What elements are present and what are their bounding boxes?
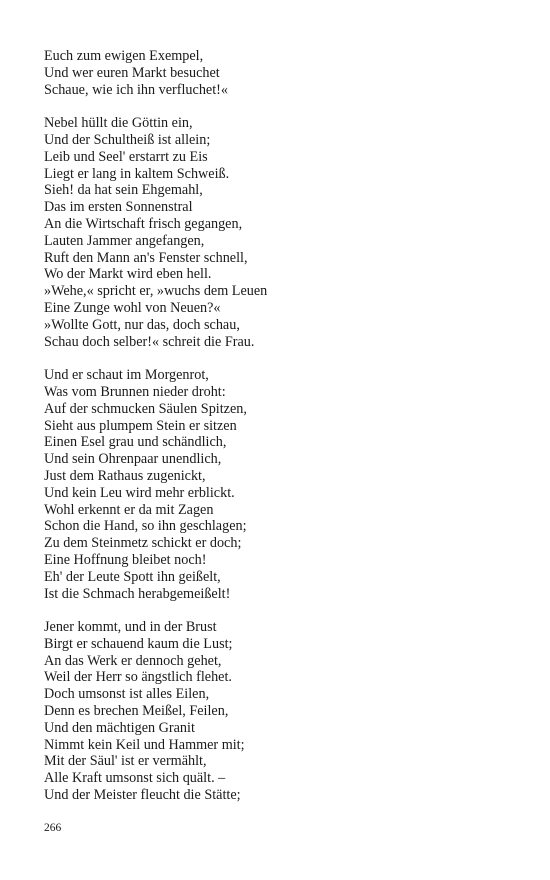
verse-line: Und den mächtigen Granit [44,719,195,736]
verse-line: Eine Zunge wohl von Neuen?« [44,299,221,316]
verse-line: Eh' der Leute Spott ihn geißelt, [44,568,221,585]
verse-line: Ist die Schmach herabgemeißelt! [44,585,231,602]
page-number: 266 [44,822,62,834]
verse-line: Sieht aus plumpem Stein er sitzen [44,417,237,434]
verse-line: Mit der Säul' ist er vermählt, [44,753,207,770]
verse-line: »Wollte Gott, nur das, doch schau, [44,316,240,333]
verse-line: Doch umsonst ist alles Eilen, [44,686,210,703]
verse-line: Schaue, wie ich ihn verfluchet!« [44,81,228,98]
verse-line: Just dem Rathaus zugenickt, [44,467,206,484]
verse-line: Ruft den Mann an's Fenster schnell, [44,249,248,266]
verse-line: Denn es brechen Meißel, Feilen, [44,703,229,720]
verse-line: Lauten Jammer angefangen, [44,232,205,249]
verse-line: Zu dem Steinmetz schickt er doch; [44,535,242,552]
verse-line: Jener kommt, und in der Brust [44,619,217,636]
verse-line: Und sein Ohrenpaar unendlich, [44,451,222,468]
verse-line: An das Werk er dennoch gehet, [44,652,222,669]
verse-line: Was vom Brunnen nieder droht: [44,383,226,400]
verse-line: Wo der Markt wird eben hell. [44,266,212,283]
verse-line: Sieh! da hat sein Ehgemahl, [44,182,203,199]
verse-line: Alle Kraft umsonst sich quält. – [44,770,226,787]
verse-line: Birgt er schauend kaum die Lust; [44,635,233,652]
verse-line: Wohl erkennt er da mit Zagen [44,501,214,518]
verse-line: Das im ersten Sonnenstral [44,199,193,216]
verse-line: Eine Hoffnung bleibet noch! [44,551,207,568]
verse-line: Liegt er lang in kaltem Schweiß. [44,165,230,182]
verse-line: Einen Esel grau und schändlich, [44,434,227,451]
stanza-1 [44,48,514,98]
verse-line: Weil der Herr so ängstlich flehet. [44,669,232,686]
verse-line: Schau doch selber!« schreit die Frau. [44,333,255,350]
verse-line: Und er schaut im Morgenrot, [44,367,209,384]
verse-line: Nebel hüllt die Göttin ein, [44,115,193,132]
stanza-2 [44,115,514,350]
verse-line: Euch zum ewigen Exempel, [44,48,204,64]
verse-line: Leib und Seel' erstarrt zu Eis [44,148,208,165]
verse-line: »Wehe,« spricht er, »wuchs dem Leuen [44,283,268,300]
stanza-3 [44,367,514,602]
verse-line: Auf der schmucken Säulen Spitzen, [44,400,247,417]
poem-text [44,48,514,821]
verse-line: Und der Schultheiß ist allein; [44,131,211,148]
verse-line: Schon die Hand, so ihn geschlagen; [44,518,247,535]
stanza-4 [44,619,514,804]
verse-line: Und der Meister fleucht die Stätte; [44,787,241,804]
verse-line: Und kein Leu wird mehr erblickt. [44,484,235,501]
verse-line: Nimmt kein Keil und Hammer mit; [44,736,245,753]
verse-line: Und wer euren Markt besuchet [44,64,220,81]
verse-line: An die Wirtschaft frisch gegangen, [44,215,243,232]
